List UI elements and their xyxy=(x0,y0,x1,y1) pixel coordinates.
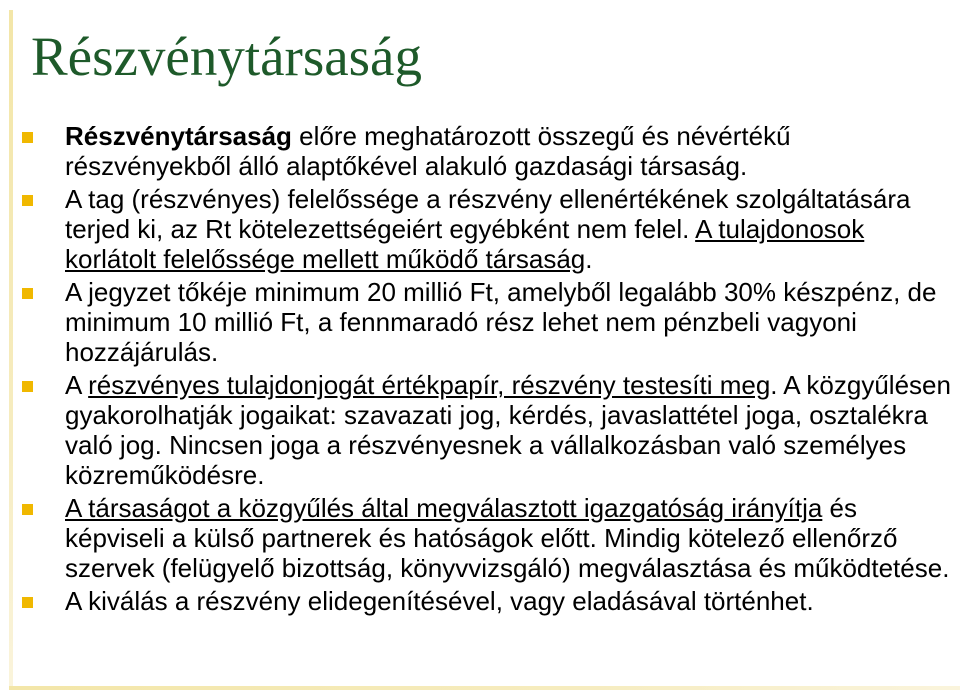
square-bullet-icon xyxy=(22,597,33,608)
slide-title: Részvénytársaság xyxy=(31,26,422,87)
bullet-text: és képviseli a külső partnerek és hatóságok előtt. Mindig kötelező ellenőrző szervek (felügyelő bizottság, könyvvizsgáló) megválasztása és működtetése. xyxy=(65,493,950,583)
square-bullet-icon xyxy=(22,288,33,299)
bullet-underlined-text: részvényes tulajdonjogát értékpapír, részvény testesíti meg xyxy=(88,370,771,400)
bullet-item xyxy=(22,586,952,616)
bullet-underlined-text: A tulajdonosok korlátolt felelőssége mellett működő társaság xyxy=(65,214,865,274)
bottom-accent-border xyxy=(9,686,960,690)
bullet-text: . A közgyűlésen gyakorolhatják jogaikat: szavazati jog, kérdés, javaslattétel joga, osztalékra való jog. Nincsen joga a részvényesnek a vállalkozásban való személyes közreműködésre. xyxy=(65,370,951,490)
bullet-text: előre meghatározott összegű és névértékű részvényekből álló alaptőkével alakuló gazdasági társaság. xyxy=(65,121,791,181)
square-bullet-icon xyxy=(22,195,33,206)
left-accent-border xyxy=(9,10,13,690)
bullet-text: A kiválás a részvény elidegenítésével, vagy eladásával történhet. xyxy=(65,586,814,616)
bullet-item xyxy=(22,184,952,274)
bullet-text-tail: . xyxy=(585,244,593,274)
bullet-underlined-text: A társaságot a közgyűlés által megválasztott igazgatóság irányítja xyxy=(65,493,823,523)
bullet-text: A jegyzet tőkéje minimum 20 millió Ft, amelyből legalább 30% készpénz, de minimum 10 millió Ft, a fennmaradó rész lehet nem pénzbeli vagyoni hozzájárulás. xyxy=(65,277,937,367)
square-bullet-icon xyxy=(22,381,33,392)
bullet-list xyxy=(22,121,952,616)
bullet-text-lead: A xyxy=(65,370,89,400)
bullet-item xyxy=(22,370,952,490)
top-rule xyxy=(0,0,960,2)
bullet-text: A tag (részvényes) felelőssége a részvény ellenértékének szolgáltatására terjed ki, az Rt kötelezettségeiért egyébként nem felel. xyxy=(65,184,911,244)
bullet-item xyxy=(22,121,952,181)
square-bullet-icon xyxy=(22,132,33,143)
bullet-item xyxy=(22,277,952,367)
bullet-bold-term: Részvénytársaság xyxy=(65,121,292,151)
bullet-item xyxy=(22,493,952,583)
square-bullet-icon xyxy=(22,504,33,515)
